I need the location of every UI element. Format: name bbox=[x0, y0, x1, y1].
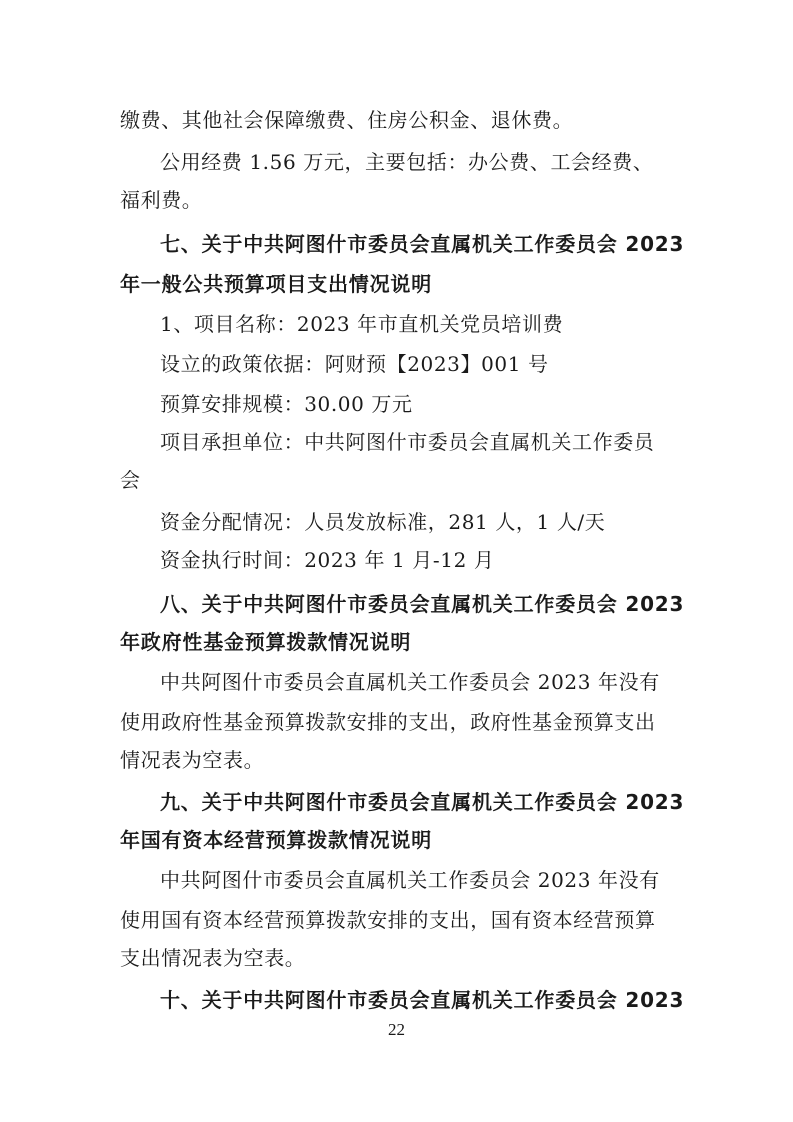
text-line: 支出情况表为空表。 bbox=[120, 946, 306, 970]
project-unit: 项目承担单位：中共阿图什市委员会直属机关工作委员 bbox=[160, 430, 655, 454]
section-heading-9: 九、关于中共阿图什市委员会直属机关工作委员会 2023 bbox=[160, 790, 685, 814]
execution-time: 资金执行时间：2023 年 1 月-12 月 bbox=[160, 548, 495, 572]
fund-allocation: 资金分配情况：人员发放标准，281 人，1 人/天 bbox=[160, 510, 606, 534]
text-line: 情况表为空表。 bbox=[120, 748, 265, 772]
text-line: 福利费。 bbox=[120, 188, 203, 212]
section-heading-9-cont: 年国有资本经营预算拨款情况说明 bbox=[120, 828, 432, 852]
section-heading-8: 八、关于中共阿图什市委员会直属机关工作委员会 2023 bbox=[160, 592, 685, 616]
section-heading-7-cont: 年一般公共预算项目支出情况说明 bbox=[120, 272, 432, 296]
project-name: 1、项目名称：2023 年市直机关党员培训费 bbox=[160, 312, 564, 336]
paragraph-public-expense: 公用经费 1.56 万元，主要包括：办公费、工会经费、 bbox=[160, 150, 654, 174]
text-line: 使用国有资本经营预算拨款安排的支出，国有资本经营预算 bbox=[120, 908, 656, 932]
section-heading-10: 十、关于中共阿图什市委员会直属机关工作委员会 2023 bbox=[160, 988, 685, 1012]
section-heading-7: 七、关于中共阿图什市委员会直属机关工作委员会 2023 bbox=[160, 232, 685, 256]
text-line: 缴费、其他社会保障缴费、住房公积金、退休费。 bbox=[120, 108, 574, 132]
page-number: 22 bbox=[388, 1020, 405, 1039]
policy-basis: 设立的政策依据：阿财预【2023】001 号 bbox=[160, 352, 549, 376]
budget-scale: 预算安排规模：30.00 万元 bbox=[160, 392, 413, 416]
section-heading-8-cont: 年政府性基金预算拨款情况说明 bbox=[120, 630, 412, 654]
paragraph-gov-fund: 中共阿图什市委员会直属机关工作委员会 2023 年没有 bbox=[160, 670, 660, 694]
text-line: 使用政府性基金预算拨款安排的支出，政府性基金预算支出 bbox=[120, 710, 656, 734]
paragraph-state-capital: 中共阿图什市委员会直属机关工作委员会 2023 年没有 bbox=[160, 868, 660, 892]
text-line: 会 bbox=[120, 468, 141, 492]
